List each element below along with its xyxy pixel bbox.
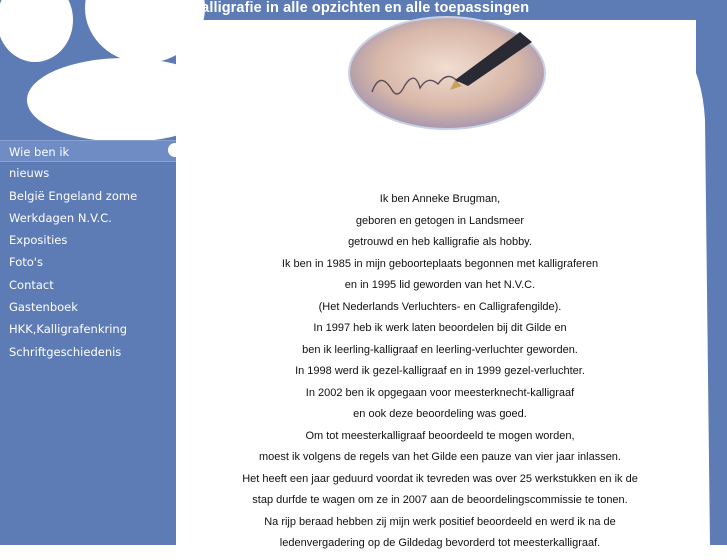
text-line: Ik ben in 1985 in mijn geboorteplaats begonnen met kalligraferen xyxy=(281,257,599,270)
biography-text xyxy=(200,189,680,555)
text-line: en ook deze beoordeling was goed. xyxy=(353,408,527,420)
nav-item-exposities[interactable]: Exposities xyxy=(9,233,68,248)
text-line: Om tot meesterkalligraaf beoordeeld te mogen worden, xyxy=(305,429,575,442)
text-line: In 1997 heb ik werk laten beoordelen bij dit Gilde en xyxy=(313,322,567,334)
nav-item-hkk-kalligrafenkring[interactable]: HKK,Kalligrafenkring xyxy=(9,322,128,337)
nav-item-nieuws[interactable]: nieuws xyxy=(9,166,50,181)
text-line: en in 1995 lid geworden van het N.V.C. xyxy=(344,279,536,291)
text-line: Ik ben Anneke Brugman, xyxy=(379,193,501,205)
header-blob-left xyxy=(0,0,73,62)
text-line: Het heeft een jaar geduurd voordat ik tevreden was over 25 werkstukken en ik de xyxy=(242,472,638,485)
pen-photo xyxy=(349,17,545,129)
text-line: In 1998 werd ik gezel-kalligraaf en in 1999 gezel-verluchter. xyxy=(295,365,585,377)
text-line: getrouwd en heb kalligrafie als hobby. xyxy=(348,236,532,248)
sidebar-nav xyxy=(0,140,176,363)
text-line: ledenvergadering op de Gildedag bevorderd tot meesterkalligraaf. xyxy=(279,537,601,549)
site-title: kalligrafie in alle opzichten en alle toepassingen xyxy=(193,0,530,16)
text-line: ben ik leerling-kalligraaf en leerling-verluchter geworden. xyxy=(302,343,578,356)
nav-item-contact[interactable]: Contact xyxy=(9,277,54,292)
nav-item-belgie-engeland[interactable]: België Engeland zome xyxy=(9,188,138,203)
nav-item-fotos[interactable]: Foto's xyxy=(9,255,43,270)
nav-item-schriftgeschiedenis[interactable]: Schriftgeschiedenis xyxy=(9,344,122,359)
nav-item-gastenboek[interactable]: Gastenboek xyxy=(9,300,78,315)
text-line: (Het Nederlands Verluchters- en Calligrafengilde). xyxy=(318,300,562,313)
text-line: In 2002 ben ik opgegaan voor meesterknecht-kalligraaf xyxy=(305,386,575,399)
text-line: moest ik volgens de regels van het Gilde een pauze van vier jaar inlassen. xyxy=(259,451,621,463)
nav-item-wie-ben-ik[interactable]: Wie ben ik xyxy=(0,140,176,162)
nav-item-werkdagen[interactable]: Werkdagen N.V.C. xyxy=(9,210,112,225)
text-line: geboren en getogen in Landsmeer xyxy=(355,214,525,227)
active-indicator xyxy=(168,143,182,157)
text-line: stap durfde te wagen om ze in 2007 aan de beoordelingscommissie te tonen. xyxy=(252,494,628,506)
text-line: Na rijp beraad hebben zij mijn werk positief beoordeeld en werd ik na de xyxy=(264,515,616,528)
